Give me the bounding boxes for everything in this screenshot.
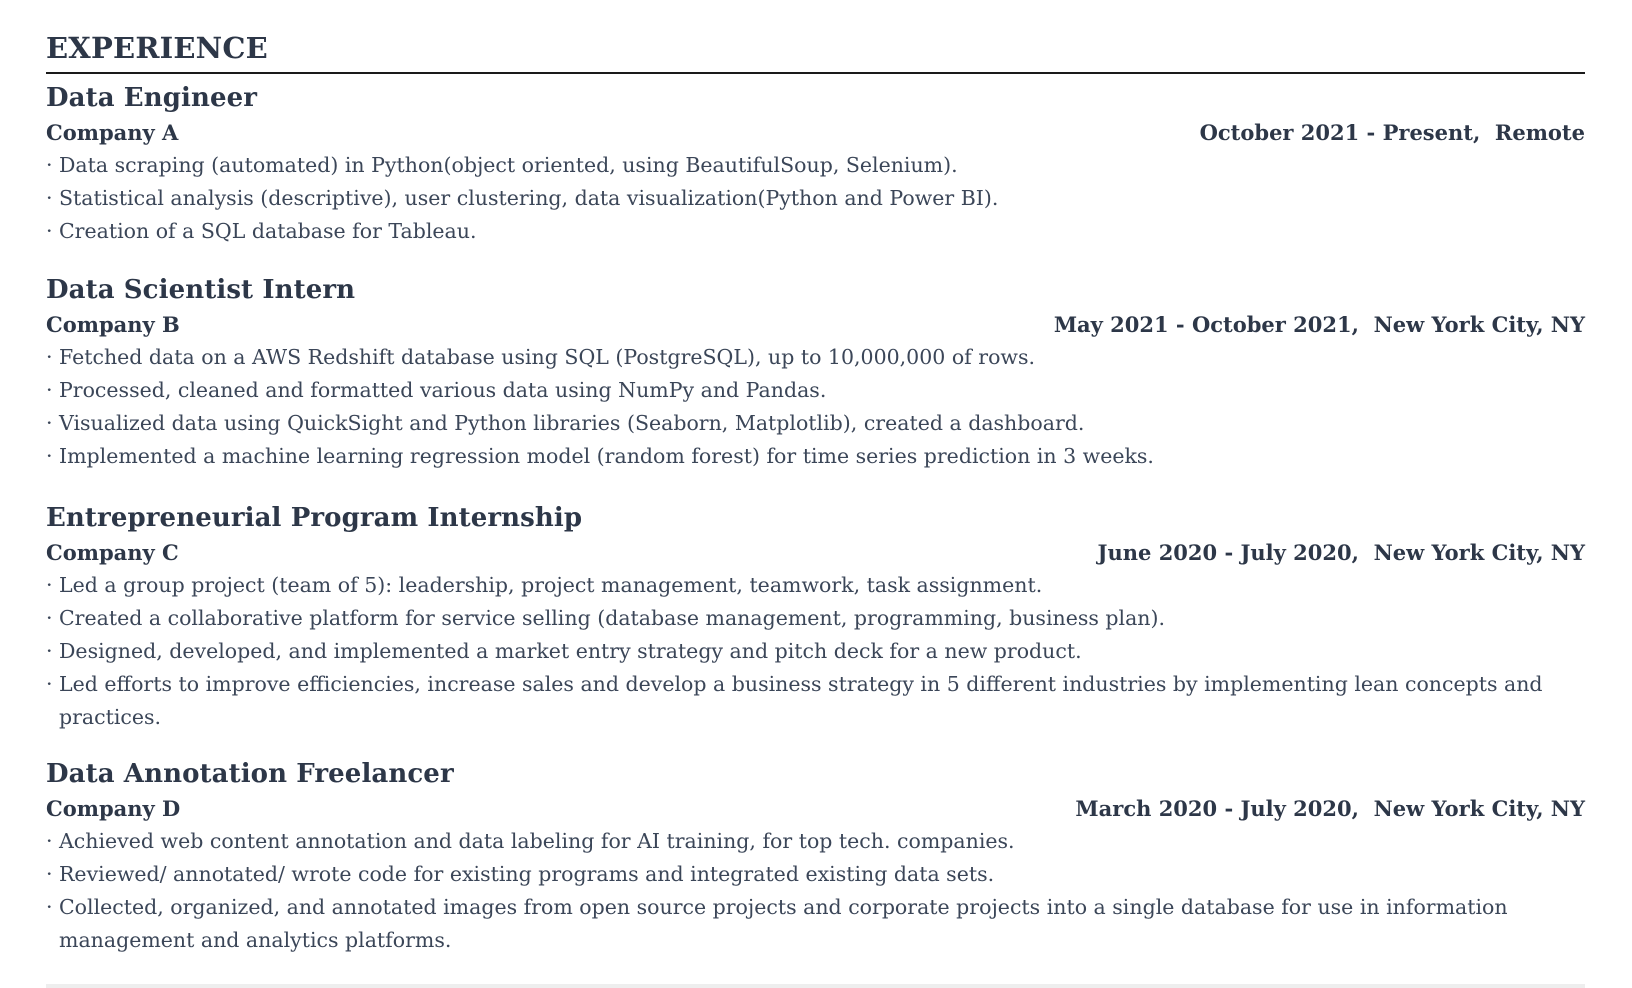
experience-entry — [46, 500, 1585, 734]
bullet-dot-icon: · — [46, 895, 53, 919]
bullet-text: Visualized data using QuickSight and Python libraries (Seaborn, Matplotlib), created a dashboard. — [59, 411, 1085, 435]
bullet-text: Created a collaborative platform for service selling (database management, programming, business plan). — [59, 606, 1166, 630]
company-name: Company A — [46, 120, 179, 145]
bullet-dot-icon: · — [46, 378, 53, 402]
bullet-text: Implemented a machine learning regression model (random forest) for time series prediction in 3 weeks. — [59, 444, 1154, 468]
bullet-item — [46, 891, 1585, 957]
bullet-item — [46, 635, 1585, 668]
job-dates-location — [1200, 116, 1585, 149]
bullet-dot-icon: · — [46, 444, 53, 468]
bullet-item — [46, 858, 1585, 891]
bullet-item — [46, 182, 1585, 215]
company-name: Company D — [46, 796, 181, 821]
next-section-edge — [46, 984, 1585, 988]
bullet-text: Achieved web content annotation and data labeling for AI training, for top tech. companies. — [59, 829, 1015, 853]
bullet-dot-icon: · — [46, 862, 53, 886]
bullet-dot-icon: · — [46, 219, 53, 243]
experience-entry — [46, 756, 1585, 957]
bullet-list — [46, 149, 1585, 248]
bullet-item — [46, 602, 1585, 635]
bullet-dot-icon: · — [46, 672, 53, 696]
job-location: New York City, NY — [1373, 312, 1585, 337]
job-dates-location — [1075, 792, 1585, 825]
bullet-list — [46, 341, 1585, 473]
bullet-item — [46, 215, 1585, 248]
bullet-text: Data scraping (automated) in Python(object oriented, using BeautifulSoup, Selenium). — [59, 153, 958, 177]
job-meta-row — [46, 116, 1585, 149]
section-divider — [46, 72, 1585, 74]
bullet-item — [46, 825, 1585, 858]
bullet-list — [46, 569, 1585, 734]
bullet-dot-icon: · — [46, 829, 53, 853]
job-location: New York City, NY — [1373, 540, 1585, 565]
bullet-dot-icon: · — [46, 345, 53, 369]
job-meta-row — [46, 308, 1585, 341]
bullet-item — [46, 407, 1585, 440]
bullet-text: Collected, organized, and annotated images from open source projects and corporate projects into a single database for use in information management and analytics platforms. — [59, 895, 1508, 952]
job-location: New York City, NY — [1373, 796, 1585, 821]
bullet-item — [46, 374, 1585, 407]
job-dates-location — [1054, 308, 1585, 341]
job-title: Data Annotation Freelancer — [46, 759, 454, 789]
job-title: Data Scientist Intern — [46, 275, 356, 305]
job-dates: March 2020 - July 2020, — [1075, 796, 1359, 821]
job-dates-location — [1098, 536, 1585, 569]
job-dates: June 2020 - July 2020, — [1097, 540, 1359, 565]
bullet-text: Statistical analysis (descriptive), user clustering, data visualization(Python and Power BI). — [59, 186, 999, 210]
job-title: Entrepreneurial Program Internship — [46, 503, 583, 533]
bullet-text: Creation of a SQL database for Tableau. — [59, 219, 477, 243]
job-meta-row — [46, 792, 1585, 825]
bullet-text: Led efforts to improve efficiencies, increase sales and develop a business strategy in 5 different industries by implementing lean concepts and practices. — [59, 672, 1543, 729]
bullet-dot-icon: · — [46, 573, 53, 597]
company-name: Company C — [46, 540, 179, 565]
job-location: Remote — [1494, 120, 1585, 145]
bullet-dot-icon: · — [46, 186, 53, 210]
company-name: Company B — [46, 312, 180, 337]
bullet-dot-icon: · — [46, 411, 53, 435]
bullet-item — [46, 668, 1585, 734]
section-title-experience: EXPERIENCE — [46, 31, 268, 65]
bullet-item — [46, 149, 1585, 182]
bullet-item — [46, 440, 1585, 473]
bullet-text: Fetched data on a AWS Redshift database using SQL (PostgreSQL), up to 10,000,000 of rows. — [59, 345, 1035, 369]
job-dates: October 2021 - Present, — [1199, 120, 1481, 145]
bullet-item — [46, 569, 1585, 602]
bullet-dot-icon: · — [46, 639, 53, 663]
bullet-list — [46, 825, 1585, 957]
job-title: Data Engineer — [46, 83, 258, 113]
bullet-text: Designed, developed, and implemented a market entry strategy and pitch deck for a new product. — [59, 639, 1082, 663]
bullet-dot-icon: · — [46, 606, 53, 630]
bullet-text: Reviewed/ annotated/ wrote code for existing programs and integrated existing data sets. — [59, 862, 995, 886]
experience-entry — [46, 272, 1585, 473]
bullet-item — [46, 341, 1585, 374]
experience-entry — [46, 80, 1585, 248]
job-meta-row — [46, 536, 1585, 569]
bullet-text: Led a group project (team of 5): leadership, project management, teamwork, task assignment. — [59, 573, 1043, 597]
bullet-text: Processed, cleaned and formatted various data using NumPy and Pandas. — [59, 378, 827, 402]
job-dates: May 2021 - October 2021, — [1053, 312, 1359, 337]
bullet-dot-icon: · — [46, 153, 53, 177]
